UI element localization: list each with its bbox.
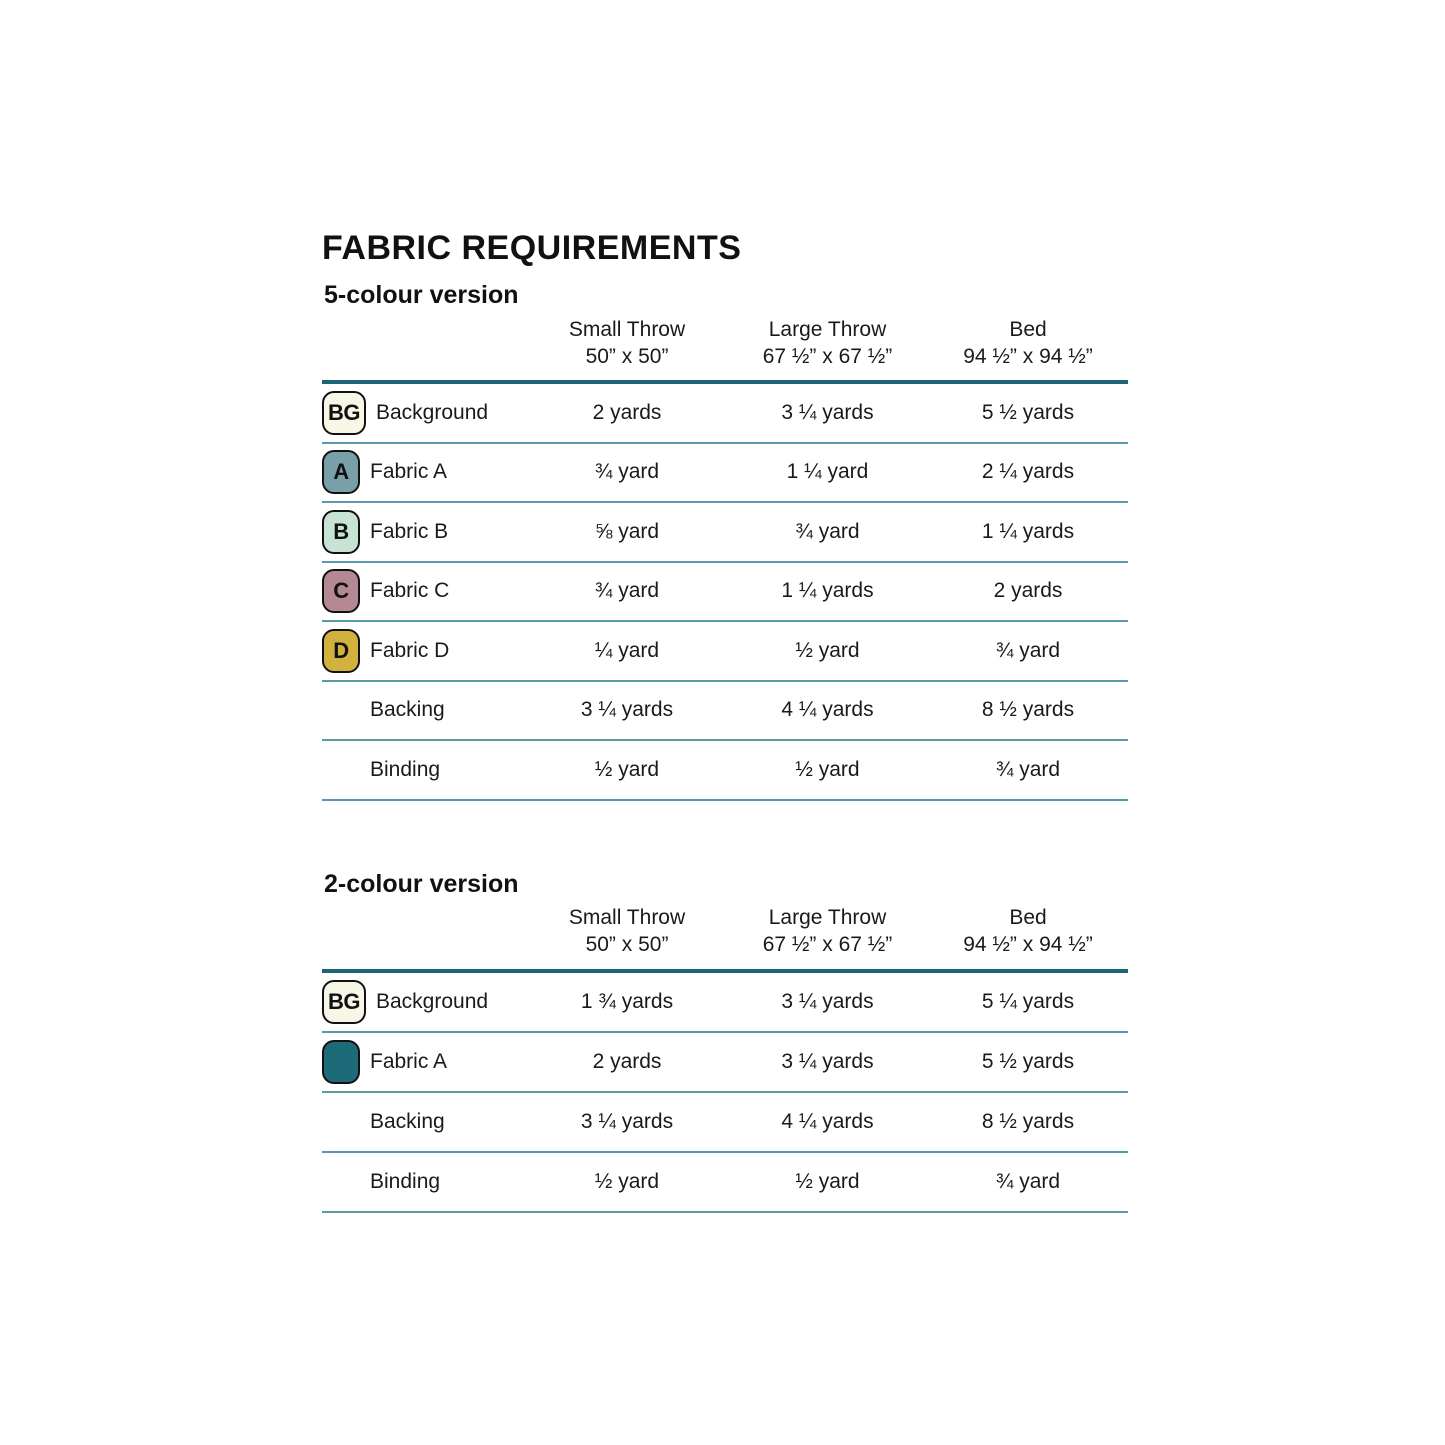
fabric-table-2-colour — [322, 904, 1128, 1213]
column-header-large-throw — [727, 904, 928, 959]
row-label: Binding — [370, 757, 441, 781]
value-bed: 8 ½ yards — [981, 1109, 1075, 1133]
value-small-throw: ⅝ yard — [594, 519, 660, 543]
column-label: Small Throw — [568, 906, 686, 930]
table-row-fabric-a — [322, 1033, 1128, 1093]
column-label: Bed — [1009, 317, 1047, 341]
column-size: 67 ½” x 67 ½” — [762, 933, 893, 957]
row-label: Backing — [370, 698, 445, 722]
fabric-a-swatch — [322, 1040, 360, 1084]
document-page — [322, 231, 1128, 1213]
value-small-throw: ½ yard — [594, 1169, 660, 1193]
value-bed: 5 ½ yards — [981, 1049, 1075, 1073]
table-row-background — [322, 973, 1128, 1033]
value-small-throw: 3 ¼ yards — [580, 698, 674, 722]
fabric-c-swatch: C — [322, 569, 360, 613]
value-large-throw: 3 ¼ yards — [781, 989, 874, 1013]
row-label-cell — [322, 688, 527, 732]
page-title: FABRIC REQUIREMENTS — [322, 229, 742, 267]
column-size: 94 ½” x 94 ½” — [963, 933, 1093, 957]
fabric-d-swatch: D — [322, 629, 360, 673]
column-header-bed — [928, 316, 1128, 371]
value-bed: ¾ yard — [995, 1169, 1061, 1193]
fabric-b-swatch: B — [322, 510, 360, 554]
value-bed: 8 ½ yards — [981, 698, 1075, 722]
value-bed: 5 ¼ yards — [981, 989, 1075, 1013]
value-large-throw: ½ yard — [795, 638, 860, 662]
column-label: Bed — [1009, 906, 1047, 930]
value-large-throw: ½ yard — [795, 1169, 860, 1193]
table-row-fabric-d — [322, 622, 1128, 682]
row-label: Fabric B — [370, 519, 449, 543]
table-row-background — [322, 384, 1128, 444]
row-label-cell — [322, 450, 527, 494]
table-header-row — [322, 316, 1128, 385]
value-large-throw: 4 ¼ yards — [781, 1109, 874, 1133]
column-size: 94 ½” x 94 ½” — [963, 344, 1093, 368]
value-large-throw: ¾ yard — [795, 519, 860, 543]
row-label-cell — [322, 748, 527, 792]
section-heading-5-colour: 5-colour version — [324, 281, 519, 309]
column-label: Small Throw — [568, 317, 686, 341]
row-label: Binding — [370, 1169, 441, 1193]
value-small-throw: ¾ yard — [594, 579, 660, 603]
row-label-cell — [322, 391, 527, 435]
column-header-small-throw — [527, 316, 727, 371]
value-bed: ¾ yard — [995, 638, 1061, 662]
column-header-bed — [928, 904, 1128, 959]
table-row-binding — [322, 1153, 1128, 1213]
table-row-backing — [322, 1093, 1128, 1153]
table-header-row — [322, 904, 1128, 973]
row-label-cell — [322, 1100, 527, 1144]
table-row-fabric-b — [322, 503, 1128, 563]
table-row-backing — [322, 682, 1128, 742]
column-label: Large Throw — [768, 317, 887, 341]
value-large-throw: 3 ¼ yards — [781, 1049, 874, 1073]
value-bed: 2 yards — [993, 579, 1063, 603]
table-row-binding — [322, 741, 1128, 801]
table-row-fabric-c — [322, 563, 1128, 623]
row-label: Fabric C — [370, 579, 450, 603]
row-label-cell — [322, 569, 527, 613]
value-large-throw: 1 ¼ yard — [786, 460, 869, 484]
value-large-throw: 4 ¼ yards — [781, 698, 874, 722]
column-size: 50” x 50” — [585, 344, 669, 368]
row-label-cell — [322, 980, 527, 1024]
background-swatch: BG — [322, 980, 366, 1024]
row-label: Fabric D — [370, 638, 450, 662]
fabric-table-5-colour — [322, 316, 1128, 801]
column-label: Large Throw — [768, 906, 887, 930]
value-small-throw: 1 ¾ yards — [580, 989, 674, 1013]
table-row-fabric-a — [322, 444, 1128, 504]
value-bed: 2 ¼ yards — [981, 460, 1075, 484]
row-label-cell — [322, 1160, 527, 1204]
row-label: Backing — [370, 1109, 445, 1133]
row-label: Fabric A — [370, 1049, 448, 1073]
row-label: Background — [376, 400, 489, 424]
row-label-cell — [322, 1040, 527, 1084]
value-small-throw: ¾ yard — [594, 460, 660, 484]
value-bed: ¾ yard — [995, 757, 1061, 781]
value-large-throw: 1 ¼ yards — [781, 579, 874, 603]
column-size: 67 ½” x 67 ½” — [762, 344, 893, 368]
value-small-throw: 3 ¼ yards — [580, 1109, 674, 1133]
value-large-throw: ½ yard — [795, 757, 860, 781]
fabric-a-swatch: A — [322, 450, 360, 494]
value-small-throw: ½ yard — [594, 757, 660, 781]
row-label-cell — [322, 629, 527, 673]
background-swatch: BG — [322, 391, 366, 435]
column-header-small-throw — [527, 904, 727, 959]
row-label: Background — [376, 989, 489, 1013]
value-small-throw: ¼ yard — [594, 638, 660, 662]
value-large-throw: 3 ¼ yards — [781, 400, 874, 424]
value-bed: 5 ½ yards — [981, 400, 1075, 424]
section-heading-2-colour: 2-colour version — [324, 869, 519, 898]
value-bed: 1 ¼ yards — [981, 519, 1075, 543]
column-size: 50” x 50” — [585, 933, 669, 957]
value-small-throw: 2 yards — [592, 400, 662, 424]
column-header-large-throw — [727, 316, 928, 371]
value-small-throw: 2 yards — [592, 1049, 662, 1073]
row-label-cell — [322, 510, 527, 554]
row-label: Fabric A — [370, 460, 448, 484]
